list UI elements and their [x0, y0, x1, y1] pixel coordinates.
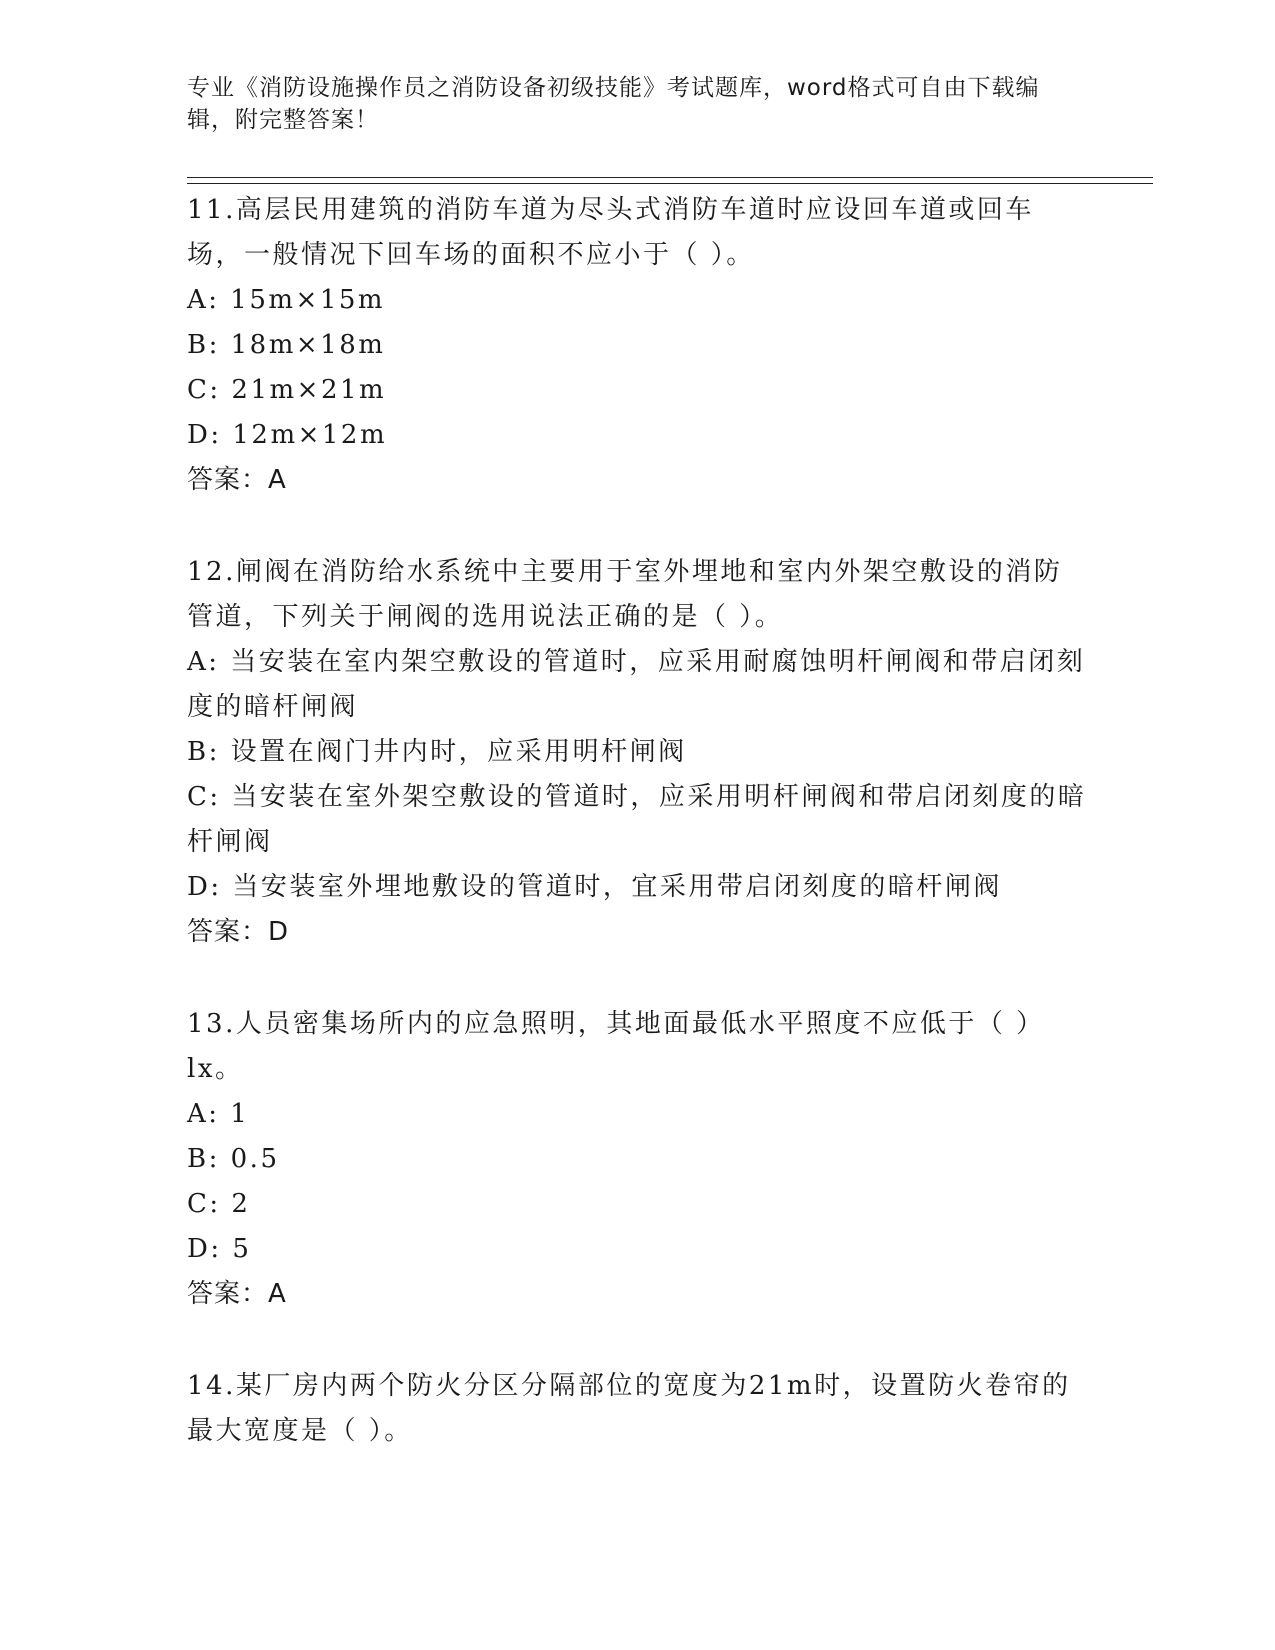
option-b: B: 18m×18m	[187, 330, 386, 360]
option-a: A: 1	[187, 1099, 250, 1129]
option-d: D: 当安装室外埋地敷设的管道时，宜采用带启闭刻度的暗杆闸阀	[187, 872, 1002, 902]
option-c: C: 21m×21m	[187, 375, 387, 405]
question-stem: 14.某厂房内两个防火分区分隔部位的宽度为21m时，设置防火卷帘的最大宽度是（ ）。	[187, 1371, 1071, 1446]
question-stem: 12.闸阀在消防给水系统中主要用于室外埋地和室内外架空敷设的消防管道，下列关于闸阀的选用说法正确的是（ ）。	[187, 557, 1063, 632]
option-d: D: 5	[187, 1234, 252, 1264]
option-b: B: 0.5	[187, 1144, 280, 1174]
question-14	[187, 1362, 1087, 1454]
answer-line: 答案：A	[187, 465, 287, 495]
option-c: C: 2	[187, 1189, 251, 1219]
option-a: A: 当安装在室内架空敷设的管道时，应采用耐腐蚀明杆闸阀和带启闭刻度的暗杆闸阀	[187, 647, 1086, 722]
option-a: A: 15m×15m	[187, 285, 386, 315]
header-divider-bottom	[187, 183, 1153, 184]
question-list	[187, 186, 1087, 1454]
question-stem: 11.高层民用建筑的消防车道为尽头式消防车道时应设回车道或回车场，一般情况下回车场的面积不应小于（ ）。	[187, 195, 1034, 270]
option-b: B: 设置在阀门井内时，应采用明杆闸阀	[187, 737, 687, 767]
question-stem: 13.人员密集场所内的应急照明，其地面最低水平照度不应低于（ ）lx。	[187, 1009, 1045, 1084]
option-d: D: 12m×12m	[187, 420, 388, 450]
question-12	[187, 548, 1087, 955]
answer-line: 答案：A	[187, 1279, 287, 1309]
header-divider-top	[187, 177, 1153, 178]
answer-line: 答案：D	[187, 917, 290, 947]
option-c: C: 当安装在室外架空敷设的管道时，应采用明杆闸阀和带启闭刻度的暗杆闸阀	[187, 782, 1087, 857]
question-11	[187, 186, 1087, 503]
question-13	[187, 1000, 1087, 1317]
document-header: 专业《消防设施操作员之消防设备初级技能》考试题库，word格式可自由下载编辑，附完整答案！	[187, 75, 1040, 133]
